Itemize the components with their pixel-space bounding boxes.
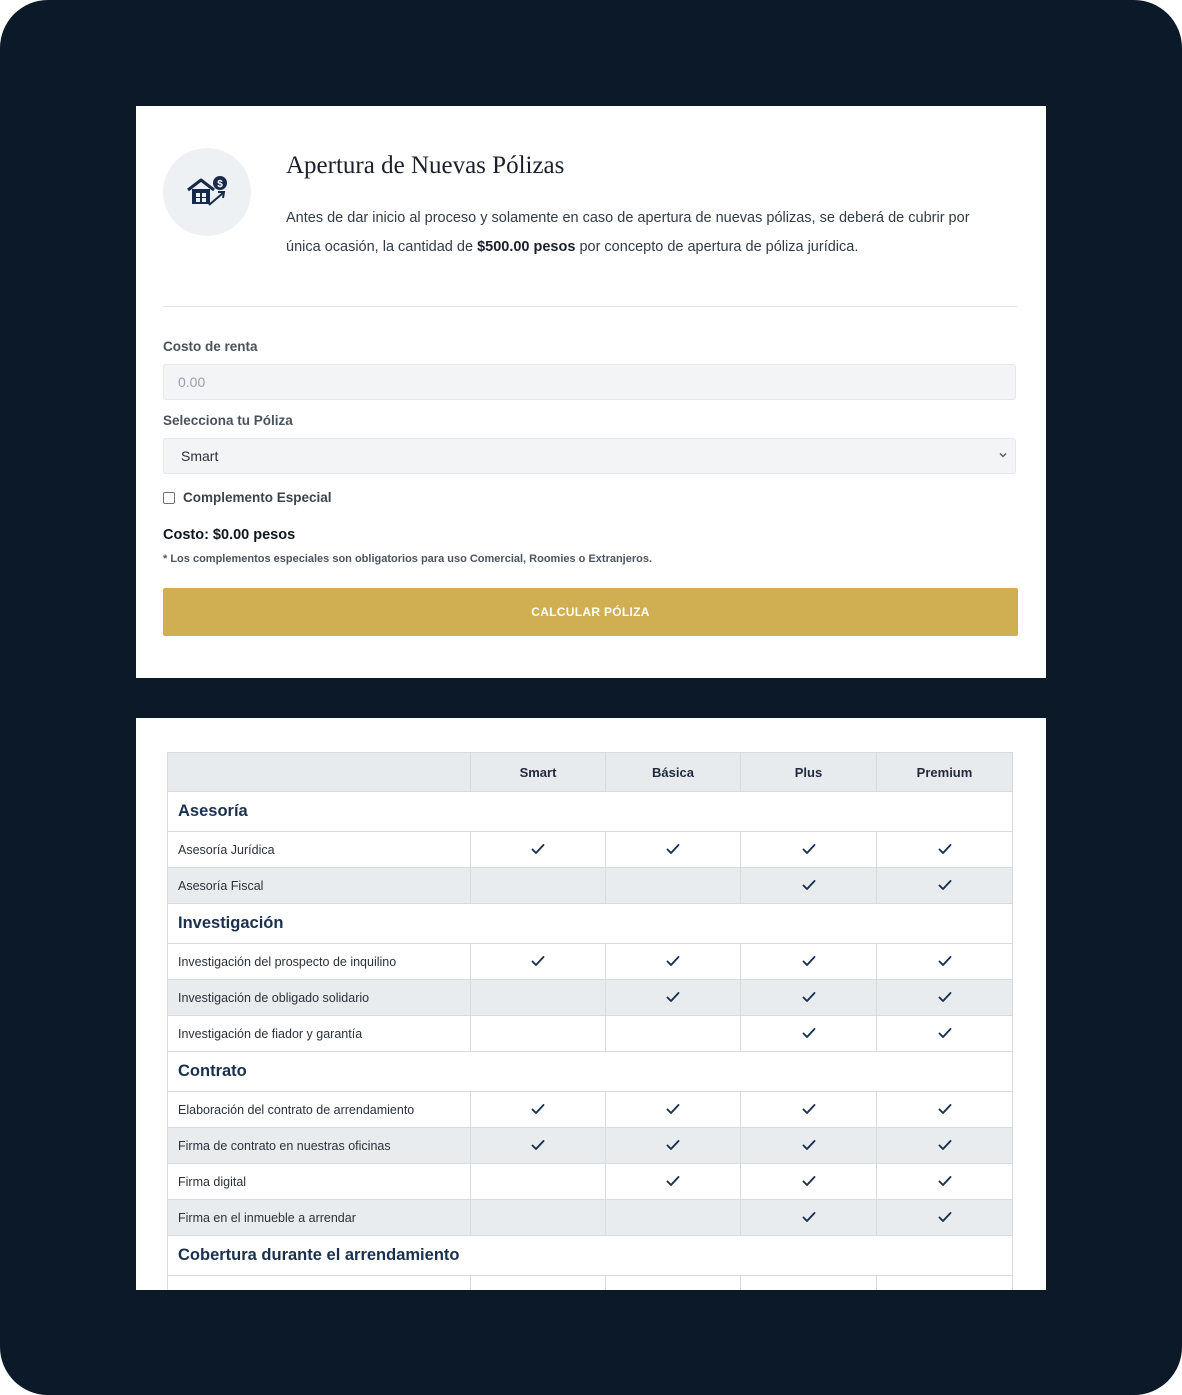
- desc-text-1: Antes de dar inicio al proceso y solamente en caso de apertura de nuevas pólizas, se deberá de cubrir por única ocasión, la cantidad de: [286, 210, 970, 255]
- header-smart: Smart: [471, 753, 606, 792]
- check-cell: [741, 1092, 877, 1128]
- empty-cell: [606, 1016, 741, 1052]
- checkmark-icon: [802, 1173, 816, 1190]
- feature-name: Investigación de fiador y garantía: [168, 1016, 471, 1052]
- desc-amount: $500.00 pesos: [477, 238, 576, 255]
- checkmark-icon: [802, 1137, 816, 1154]
- header-basica: Básica: [606, 753, 741, 792]
- section-row: [168, 792, 1013, 832]
- table-row: [168, 1276, 1013, 1291]
- section-title: Investigación: [168, 904, 1013, 944]
- checkmark-icon: [531, 841, 545, 858]
- section-title: Cobertura durante el arrendamiento: [168, 1236, 1013, 1276]
- table-header-row: [168, 753, 1013, 792]
- table-row: [168, 1016, 1013, 1052]
- empty-cell: [471, 868, 606, 904]
- calculate-policy-button[interactable]: CALCULAR PÓLIZA: [163, 588, 1018, 636]
- checkmark-icon: [802, 953, 816, 970]
- check-cell: [471, 832, 606, 868]
- svg-text:$: $: [217, 179, 223, 190]
- check-cell: [741, 832, 877, 868]
- feature-name: Firma en el inmueble a arrendar: [168, 1200, 471, 1236]
- rent-placeholder: 0.00: [178, 374, 206, 390]
- check-cell: [606, 944, 741, 980]
- house-money-icon: [163, 148, 251, 236]
- checkmark-icon: [938, 1025, 952, 1042]
- check-cell: [741, 980, 877, 1016]
- empty-cell: [471, 980, 606, 1016]
- feature-name: Elaboración del contrato de arrendamiento: [168, 1092, 471, 1128]
- check-cell: [606, 1164, 741, 1200]
- check-cell: [741, 1200, 877, 1236]
- policy-label: Selecciona tu Póliza: [163, 413, 293, 428]
- check-cell: [741, 1128, 877, 1164]
- checkmark-icon: [802, 841, 816, 858]
- check-cell: [877, 1128, 1013, 1164]
- check-cell: [741, 868, 877, 904]
- section-row: [168, 904, 1013, 944]
- table-row: [168, 1092, 1013, 1128]
- checkmark-icon: [938, 1209, 952, 1226]
- empty-cell: [877, 1276, 1013, 1291]
- section-title: Asesoría: [168, 792, 1013, 832]
- header-premium: Premium: [877, 753, 1013, 792]
- check-cell: [877, 832, 1013, 868]
- policy-selected-value: Smart: [181, 448, 219, 464]
- header-plus: Plus: [741, 753, 877, 792]
- table-row: [168, 1128, 1013, 1164]
- table-row: [168, 1164, 1013, 1200]
- policy-select[interactable]: [163, 438, 1016, 474]
- rent-input[interactable]: [163, 364, 1016, 400]
- checkmark-icon: [938, 1137, 952, 1154]
- empty-cell: [471, 1200, 606, 1236]
- check-cell: [471, 1128, 606, 1164]
- check-cell: [877, 1164, 1013, 1200]
- table-row: [168, 1200, 1013, 1236]
- empty-cell: [471, 1276, 606, 1291]
- checkmark-icon: [938, 953, 952, 970]
- checkmark-icon: [802, 1025, 816, 1042]
- checkmark-icon: [802, 1101, 816, 1118]
- check-cell: [741, 1016, 877, 1052]
- check-cell: [606, 832, 741, 868]
- plans-comparison-card: [136, 718, 1046, 1290]
- check-cell: [877, 868, 1013, 904]
- feature-name: Firma de contrato en nuestras oficinas: [168, 1128, 471, 1164]
- check-cell: [877, 1016, 1013, 1052]
- table-row: [168, 944, 1013, 980]
- empty-cell: [606, 1200, 741, 1236]
- check-cell: [877, 1092, 1013, 1128]
- header-cell-empty: [168, 753, 471, 792]
- section-row: [168, 1052, 1013, 1092]
- form-description: [286, 204, 1006, 261]
- feature-name: Asesoría Jurídica: [168, 832, 471, 868]
- divider: [163, 306, 1018, 307]
- check-cell: [877, 980, 1013, 1016]
- check-cell: [877, 944, 1013, 980]
- checkmark-icon: [938, 1101, 952, 1118]
- cost-text: Costo: $0.00 pesos: [163, 527, 296, 543]
- check-cell: [471, 1092, 606, 1128]
- checkmark-icon: [666, 1101, 680, 1118]
- feature-name: Investigación de obligado solidario: [168, 980, 471, 1016]
- checkmark-icon: [666, 1137, 680, 1154]
- checkmark-icon: [666, 953, 680, 970]
- checkmark-icon: [531, 1101, 545, 1118]
- table-row: [168, 868, 1013, 904]
- form-title: Apertura de Nuevas Pólizas: [286, 152, 565, 179]
- checkmark-icon: [531, 1137, 545, 1154]
- empty-cell: [606, 868, 741, 904]
- checkmark-icon: [531, 953, 545, 970]
- checkmark-icon: [666, 841, 680, 858]
- checkmark-icon: [938, 877, 952, 894]
- empty-cell: [741, 1276, 877, 1291]
- check-cell: [606, 1128, 741, 1164]
- chevron-down-icon: [997, 449, 1009, 461]
- complement-checkbox[interactable]: [163, 492, 175, 504]
- complement-note: * Los complementos especiales son obligatorios para uso Comercial, Roomies o Extranjeros.: [163, 553, 653, 565]
- checkmark-icon: [666, 1173, 680, 1190]
- check-cell: [606, 1092, 741, 1128]
- complement-label: Complemento Especial: [183, 490, 332, 505]
- desc-text-2: por concepto de apertura de póliza jurídica.: [575, 238, 859, 255]
- check-cell: [741, 944, 877, 980]
- checkmark-icon: [802, 877, 816, 894]
- plans-table: [167, 752, 1013, 1290]
- rent-label: Costo de renta: [163, 339, 258, 354]
- feature-name: Firma digital: [168, 1164, 471, 1200]
- feature-name: Asesoría Fiscal: [168, 868, 471, 904]
- table-row: [168, 832, 1013, 868]
- checkmark-icon: [938, 1173, 952, 1190]
- checkmark-icon: [666, 989, 680, 1006]
- check-cell: [606, 980, 741, 1016]
- checkmark-icon: [938, 989, 952, 1006]
- check-cell: [471, 944, 606, 980]
- feature-name: Investigación del prospecto de inquilino: [168, 944, 471, 980]
- section-title: Contrato: [168, 1052, 1013, 1092]
- empty-cell: [471, 1016, 606, 1052]
- empty-cell: [471, 1164, 606, 1200]
- feature-name: [168, 1276, 471, 1291]
- table-row: [168, 980, 1013, 1016]
- empty-cell: [606, 1276, 741, 1291]
- check-cell: [877, 1200, 1013, 1236]
- section-row: [168, 1236, 1013, 1276]
- checkmark-icon: [802, 989, 816, 1006]
- checkmark-icon: [938, 841, 952, 858]
- complement-checkbox-row[interactable]: [163, 490, 332, 505]
- checkmark-icon: [802, 1209, 816, 1226]
- policy-form-card: [136, 106, 1046, 678]
- check-cell: [741, 1164, 877, 1200]
